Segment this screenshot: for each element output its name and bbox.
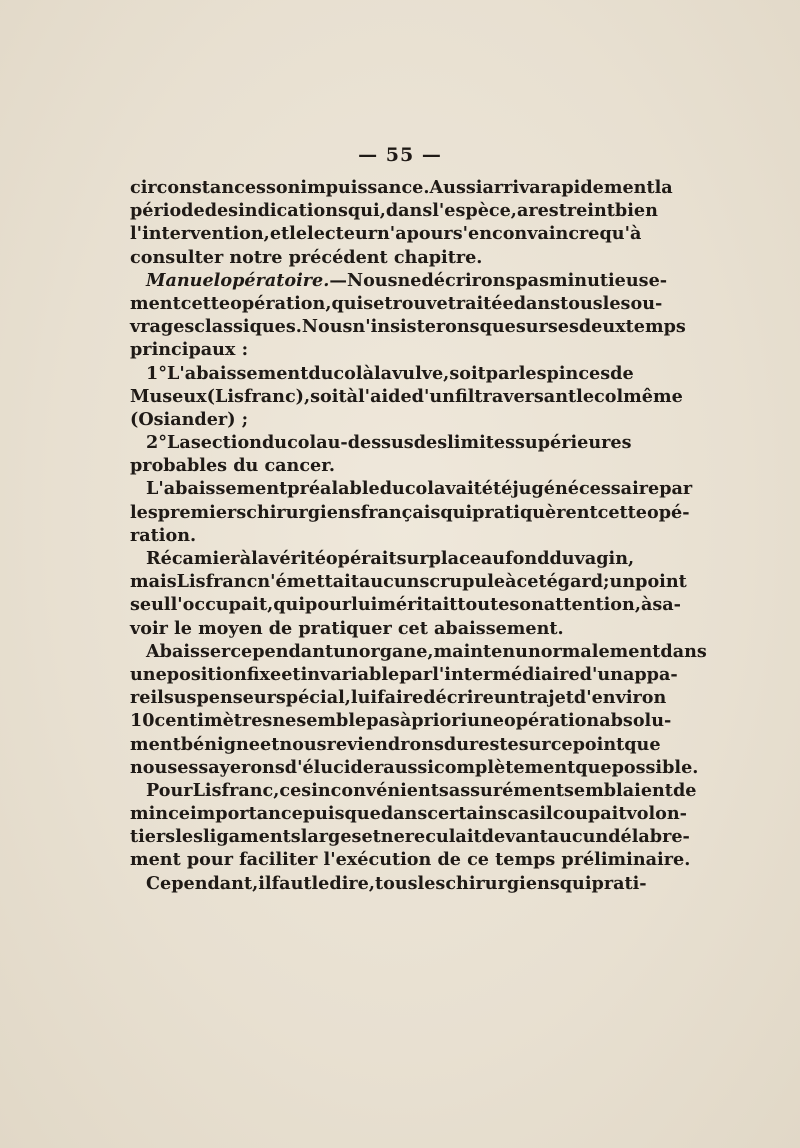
text-line: mais Lisfranc n'émettait aucun scrupule à cet égard ; un point bbox=[130, 571, 687, 593]
text-line: tiers les ligaments larges et ne reculait devant aucun délabre- bbox=[130, 826, 690, 848]
text-line: Manuel opératoire. — Nous ne décrirons pas minutieuse- bbox=[146, 269, 668, 291]
text-line: période des indications qui, dans l'espèce, a restreint bien bbox=[130, 200, 658, 222]
text-line: nous essayerons d'élucider aussi complètement que possible. bbox=[130, 756, 699, 778]
text-line: probables du cancer. bbox=[130, 455, 336, 477]
text-line: voir le moyen de pratiquer cet abaissement. bbox=[130, 617, 564, 639]
text-line: seul l'occupait, qui pour lui méritait toute son attention, à sa- bbox=[130, 594, 681, 616]
page-number: — 55 — bbox=[358, 144, 442, 166]
text-line: ment bénigne et nous reviendrons du reste sur ce point que bbox=[130, 733, 661, 755]
text-line: 10 centimètres ne semble pas à priori une opération absolu- bbox=[130, 710, 672, 732]
text-line: ment cette opération, qui se trouve traitée dans tous les ou- bbox=[130, 292, 663, 314]
text-line: mince importance puisque dans certains cas il coupait volon- bbox=[130, 803, 687, 825]
body-text bbox=[130, 176, 707, 895]
text-line: vrages classiques. Nous n'insisterons que sur ses deux temps bbox=[130, 316, 686, 338]
text-line: ment pour faciliter l'exécution de ce temps préliminaire. bbox=[130, 849, 691, 871]
text-line: Abaisser cependant un organe, maintenu normalement dans bbox=[146, 640, 707, 662]
text-line: Récamier à la vérité opérait sur place au fond du vagin, bbox=[146, 548, 635, 569]
text-line: circonstances son impuissance. Aussi arriva rapidement la bbox=[130, 177, 673, 198]
text-line: principaux : bbox=[130, 339, 249, 361]
text-line: l'intervention, et le lecteur n'a pour s'en convaincre qu'à bbox=[130, 223, 642, 245]
text-line: L'abaissement préalable du col avait été jugé nécessaire par bbox=[146, 478, 693, 500]
text-line: 1° L'abaissement du col à la vulve, soit par les pinces de bbox=[146, 362, 634, 384]
text-line: une position fixe et invariable par l'intermédiaire d'un appa- bbox=[130, 663, 678, 685]
text-line: (Osiander) ; bbox=[130, 408, 249, 430]
text-line: consulter notre précédent chapitre. bbox=[130, 246, 483, 268]
text-line: reil suspenseur spécial, lui faire décrire un trajet d'environ bbox=[130, 687, 667, 709]
text-line: 2° La section du col au-dessus des limites supérieures bbox=[146, 432, 632, 454]
text-line: ration. bbox=[130, 524, 197, 546]
text-line: les premiers chirurgiens français qui pratiquèrent cette opé- bbox=[130, 501, 690, 523]
text-line: Cependant, il faut le dire, tous les chirurgiens qui prati- bbox=[146, 872, 647, 894]
text-line: Pour Lisfranc, ces inconvénients assurément semblaient de bbox=[146, 779, 697, 801]
text-line: Museux (Lisfranc), soit à l'aide d'un fil traversant le col même bbox=[130, 385, 683, 407]
